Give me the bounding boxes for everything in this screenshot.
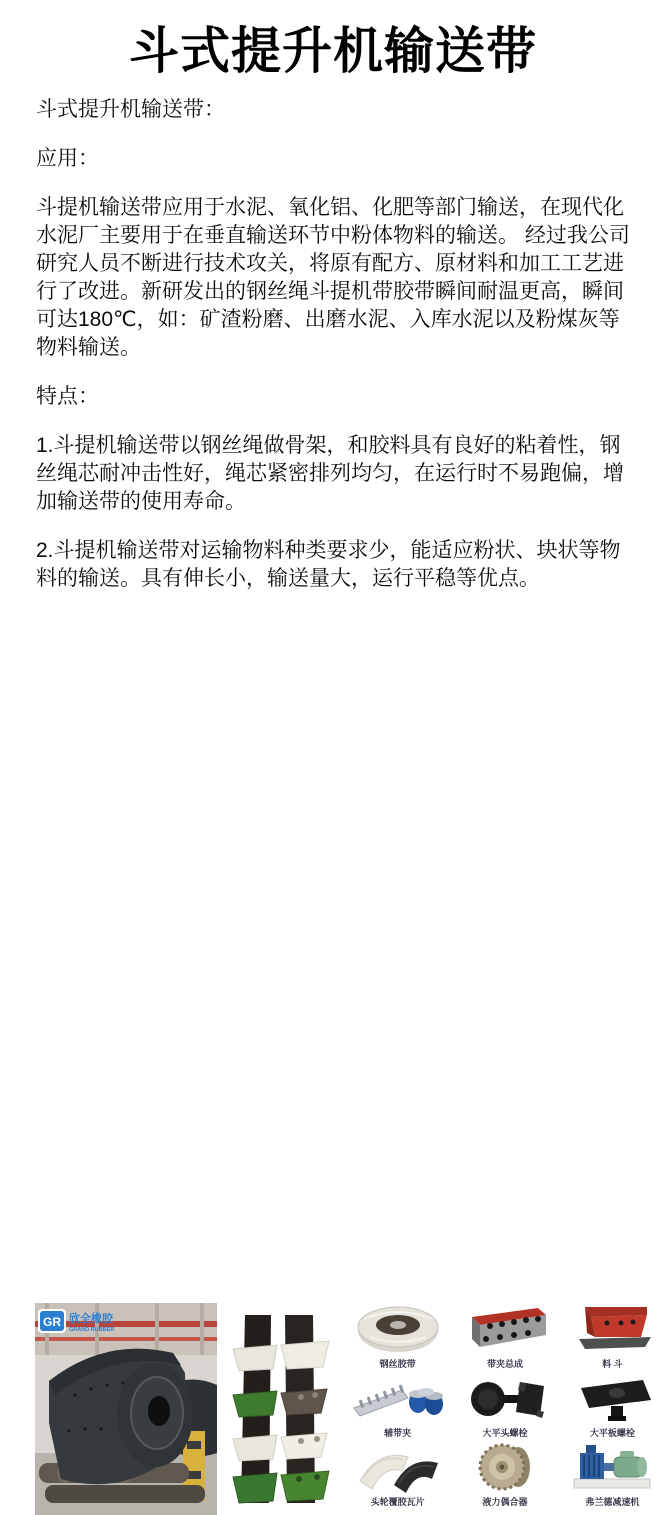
product-gallery [0, 648, 666, 1507]
application-label: 应用： [36, 147, 99, 170]
hopper-icon [567, 1303, 657, 1355]
product-cell [451, 1370, 558, 1439]
flender-reducer-thumb [566, 1441, 658, 1493]
features-label: 特点： [36, 385, 99, 408]
flender-reducer-icon [566, 1441, 658, 1493]
product-cell [451, 1439, 558, 1508]
product-caption: 料 斗 [602, 1359, 623, 1369]
aux-belt-clamp-icon [352, 1374, 444, 1424]
fluid-coupling-thumb [460, 1441, 550, 1493]
product-cell [451, 1301, 558, 1370]
flat-plate-bolt-icon [567, 1374, 657, 1424]
article-subtitle: 斗式提升机输送带： [36, 98, 225, 121]
product-cell [559, 1301, 666, 1370]
belt-clamp-assembly-thumb [460, 1303, 550, 1355]
flat-head-bolt-icon [460, 1374, 550, 1424]
steel-wire-belt-icon [354, 1303, 442, 1355]
product-caption: 带夹总成 [486, 1359, 523, 1369]
product-caption: 大平板螺栓 [589, 1428, 635, 1438]
logo-name-cn: 欣全橡胶 [69, 1313, 113, 1325]
product-caption: 弗兰德减速机 [585, 1497, 640, 1507]
fluid-coupling-icon [460, 1441, 550, 1493]
product-caption: 头轮覆胶瓦片 [370, 1497, 425, 1507]
head-wheel-tiles-icon [352, 1443, 444, 1493]
product-cell [344, 1439, 451, 1508]
steel-wire-belt-thumb [354, 1303, 442, 1355]
aux-belt-clamp-thumb [352, 1372, 444, 1424]
accessories-grid [344, 1301, 666, 1508]
logo-monogram: GR [43, 1315, 61, 1329]
product-caption: 液力偶合器 [482, 1497, 528, 1507]
article-body [36, 96, 638, 614]
product-cell [559, 1370, 666, 1439]
flat-plate-bolt-thumb [567, 1372, 657, 1424]
product-caption: 辅带夹 [384, 1428, 412, 1438]
flat-head-bolt-thumb [460, 1372, 550, 1424]
elevator-buckets-photo [225, 1311, 337, 1509]
product-caption: 钢丝胶带 [379, 1359, 416, 1369]
product-cell [344, 1370, 451, 1439]
brand-logo [38, 1309, 114, 1333]
product-caption: 大平头螺栓 [482, 1428, 528, 1438]
belt-clamp-assembly-icon [460, 1303, 550, 1355]
hopper-thumb [567, 1303, 657, 1355]
page-title: 斗式提升机输送带 [129, 23, 537, 79]
belt-roll-photo [35, 1303, 217, 1515]
logo-name-en: GRAND RUBBER [69, 1327, 115, 1333]
application-paragraph: 斗提机输送带应用于水泥、氧化铝、化肥等部门输送，在现代化水泥厂主要用于在垂直输送环节中粉体物料的输送。 经过我公司研究人员不断进行技术攻关，将原有配方、原材料和加工工艺进行了改进。新研发出的钢丝绳斗提机带胶带瞬间耐温更高，瞬间可达180℃，如：矿渣粉磨、出磨水泥、入库水泥以及粉煤灰等物料输送。 [36, 196, 630, 359]
feature-paragraph-2: 2.斗提机输送带对运输物料种类要求少，能适应粉状、块状等物料的输送。具有伸长小，输送量大，运行平稳等优点。 [36, 539, 621, 590]
feature-paragraph-1: 1.斗提机输送带以钢丝绳做骨架，和胶料具有良好的粘着性，钢丝绳芯耐冲击性好，绳芯紧密排列均匀，在运行时不易跑偏，增加输送带的使用寿命。 [36, 434, 624, 513]
head-wheel-tiles-thumb [352, 1441, 444, 1493]
blue-rolls [409, 1388, 443, 1415]
product-cell [559, 1439, 666, 1508]
product-cell [344, 1301, 451, 1370]
